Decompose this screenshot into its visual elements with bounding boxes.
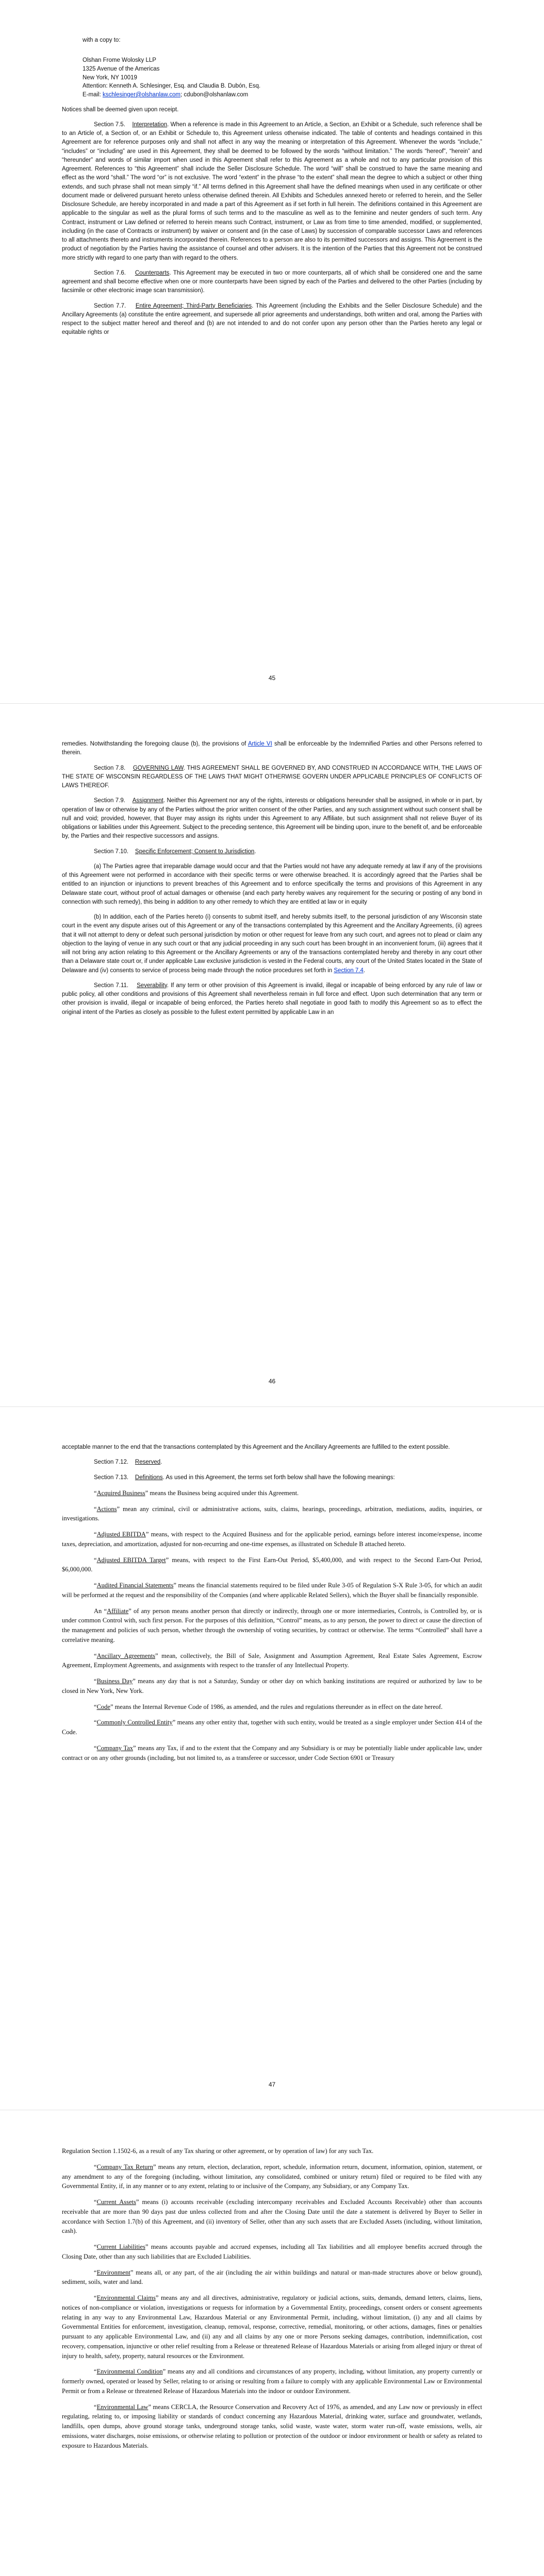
definition-body: means any return, election, declaration, report, schedule, information return, document, information, opinion, statement, or any amendment to any of the foregoing (including, without limitation, any consolidated, combined or unitary return) filed or required to be filed with any Governmental Entity, if, in any manner or to any extent, relating to or inclusive of the Company, any Subsidiary, or any Company Tax. <box>62 2163 482 2190</box>
section-title: Severability <box>137 982 167 989</box>
address-line: Attention: Kenneth A. Schlesinger, Esq. and Claudia B. Dubón, Esq. <box>83 83 261 90</box>
continued-text: acceptable manner to the end that the transactions contemplated by this Agreement and the Ancillary Agreements are fulfilled to the extent possible. <box>62 1444 450 1450</box>
definition-term: Company Tax Return <box>96 2163 153 2171</box>
definition: “Company Tax” means any Tax, if and to the extent that the Company and any Subsidiary is or may be potentially liable under applicable law, under contract or on any other grounds (including, but not limited to, as a transferee or successor, under Code Section 6901 or Treasury <box>62 1744 482 1761</box>
continued-text <box>62 740 482 758</box>
definition: An “Affiliate” of any person means another person that directly or indirectly, through one or more intermediaries, Controls, is Controlled by, or is under common Control with, such first person. For the purposes of this definition, “Control” means, as to any person, the power to direct or cause the direction of the management and policies of such person, whether through the ownership of voting securities, by contract or otherwise. The terms “Controlled” shall have a correlative meaning. <box>62 1607 482 1643</box>
section-number: Section 7.5. <box>94 121 125 128</box>
email-separator: ; <box>180 91 183 98</box>
section-number: Section 7.6. <box>94 269 126 276</box>
section-body: . This Agreement (including the Exhibits and the Seller Disclosure Schedule) and the Ancillary Agreements (a) constitute the entire agreement, and supersede all prior agreements and understandings, both written and oral, among the Parties with respect to the subject matter hereof and thereof and (b) are not intended to and do not confer upon any person other than the Parties hereto any legal or equitable rights or <box>62 302 483 336</box>
email-text: cdubon@olshanlaw.com <box>184 91 249 98</box>
section-number: Section 7.9. <box>94 798 125 804</box>
definition-body: means the Business being acquired under this Agreement. <box>148 1489 299 1497</box>
definition-body: means any other entity that, together with such entity, would be treated as a single employer under Section 414 of the Code. <box>62 1719 482 1736</box>
definition-term: Current Assets <box>96 2198 136 2206</box>
definition-term: Ancillary Agreements <box>96 1652 156 1659</box>
definition-body: means, with respect to the First Earn-Out Period, $5,400,000, and with respect to the Second Earn-Out Period, $6,000,000. <box>62 1556 482 1573</box>
section-title: Reserved <box>135 1459 161 1466</box>
subsection-a: (a) The Parties agree that irreparable damage would occur and that the Parties would not have any adequate remedy at law if any of the provisions of this Agreement were not performed in accordance with their specific terms or were otherwise breached. It is accordingly agreed that the Parties shall be entitled to an injunction or injunctions to prevent breaches of this Agreement and to enforce specifically the terms and provisions of this Agreement in any Delaware state court, without proof of actual damages or otherwise (and each party hereby waives any requirement for the securing or posting of any bond in connection with such remedy), this being in addition to any other remedy to which they are entitled at law or in equity <box>62 863 482 905</box>
section-7-5 <box>62 121 482 263</box>
section-number: Section 7.7. <box>94 302 126 309</box>
document-page <box>0 0 544 703</box>
section-body: . <box>160 1459 162 1466</box>
text-run: . <box>363 967 366 974</box>
definition-term: Current Liabilities <box>96 2243 145 2250</box>
subsection-b <box>62 913 482 975</box>
email-label: E-mail: <box>83 91 101 98</box>
text-run: remedies. Notwithstanding the foregoing clause (b), the provisions of <box>62 741 248 747</box>
definition: “Business Day” means any day that is not a Saturday, Sunday or other day on which banking institutions are required or authorized by law to be closed in New York, New York. <box>62 1677 482 1694</box>
definition-body: mean, collectively, the Bill of Sale, Assignment and Assumption Agreement, Real Estate Sales Agreement, Escrow Agreement, Employment Agreements, and assignments with respect to the transfer of any Intellectual Property. <box>62 1652 483 1669</box>
definition-term: Adjusted EBITDA Target <box>96 1556 166 1564</box>
definition: “Environmental Law” means CERCLA, the Resource Conservation and Recovery Act of 1976, as amended, and any Law now or previously in effect regulating, relating to, or imposing liability or standards of conduct concerning any Hazardous Material, drinking water, surface and groundwater, wetlands, landfills, open dumps, above ground storage tanks, underground storage tanks, solid waste, waste water, storm water run-off, waste emissions, wells, air emissions, water discharges, noise emissions, or otherwise relating to pollution or protection of the outdoor or indoor environment or health or safety as related to exposure to Hazardous Materials. <box>62 2403 482 2449</box>
definition: “Ancillary Agreements” mean, collectively, the Bill of Sale, Assignment and Assumption Agreement, Real Estate Sales Agreement, Escrow Agreement, Employment Agreements, and assignments with respect to the transfer of any Intellectual Property. <box>62 1652 483 1669</box>
definition: “Code” means the Internal Revenue Code of 1986, as amended, and the rules and regulations thereunder as in effect on the date hereof. <box>94 1703 443 1710</box>
section-title: Counterparts <box>135 269 170 276</box>
section-7-9 <box>62 796 482 841</box>
section-number: Section 7.11. <box>94 982 129 989</box>
definition-term: Environmental Claims <box>96 2294 156 2301</box>
definition: “Audited Financial Statements” means the financial statements required to be filed under Rule 3-05 of Regulation S-X Rule 3-05, for which an audit will be performed at the request and the responsibility of the Companies (and where applicable Related Sellers), which the Buyer shall be financially responsible. <box>62 1582 483 1599</box>
definition-body: means any Tax, if and to the extent that the Company and any Subsidiary is or may be potentially liable under applicable law, under contract or on any other grounds (including, but not limited to, as a transferee or successor, under Code Section 6901 or Treasury <box>62 1744 482 1761</box>
email-link[interactable]: kschlesinger@olshanlaw.com <box>102 91 181 98</box>
section-title: Definitions <box>135 1474 163 1481</box>
definition-body: means CERCLA, the Resource Conservation and Recovery Act of 1976, as amended, and any Law now or previously in effect regulating, relating to, or imposing liability or standards of conduct concerning any Hazardous Material, drinking water, surface and groundwater, wetlands, landfills, open dumps, above ground storage tanks, underground storage tanks, solid waste, waste water, storm water run-off, waste emissions, wells, air emissions, water discharges, noise emissions, or otherwise relating to pollution or protection of the outdoor or indoor environment or health or safety as related to exposure to Hazardous Materials. <box>62 2403 482 2449</box>
document-page <box>0 2110 544 2576</box>
section-title: Specific Enforcement; Consent to Jurisdiction <box>135 848 255 855</box>
definition-term: Acquired Business <box>96 1489 145 1497</box>
address-line: 1325 Avenue of the Americas <box>83 65 160 72</box>
section-7-8 <box>62 764 482 791</box>
definition: “Environmental Claims” means any and all directives, administrative, regulatory or judicial actions, suits, demands, demand letters, claims, liens, notices of non-compliance or violation, investigations or requests for information by a Governmental Entity, proceedings, consent orders or consent agreements relating in any way to any Environmental Law, Hazardous Material or any Environmental Permit, including, without limitation, (i) any and all claims by Governmental Entities for enforcement, investigation, cleanup, removal, response, corrective, remedial, monitoring, or other actions, damages, fines or penalties pursuant to any applicable Environmental Law, and (ii) any and all claims by any one or more Persons seeking damages, contribution, indemnification, cost recovery, compensation, injunctive or other relief resulting from a Release or threatened Release of Hazardous Materials or arising from alleged injury or threat of injury to health, safety, property, natural resources or the Environment. <box>62 2294 482 2360</box>
section-title: Assignment <box>132 798 163 804</box>
definition-body: mean any criminal, civil or administrative actions, suits, claims, hearings, proceedings, arbitration, mediations, audits, inquiries, or investigations. <box>62 1505 482 1522</box>
definition: “Commonly Controlled Entity” means any other entity that, together with such entity, would be treated as a single employer under Section 414 of the Code. <box>62 1719 482 1736</box>
section-7-11 <box>62 981 482 1017</box>
section-7-12 <box>62 1458 482 1467</box>
page-number: 45 <box>268 674 276 682</box>
definition-term: Business Day <box>96 1677 133 1685</box>
definition-body: means the financial statements required to be filed under Rule 3-05 of Regulation S-X Rule 3-05, for which an audit will be performed at the request and the responsibility of the Companies (and where applicable Related Sellers), which the Buyer shall be financially responsible. <box>62 1582 483 1599</box>
definition-term: Actions <box>96 1505 117 1513</box>
section-body: . This Agreement may be executed in two or more counterparts, all of which shall be considered one and the same agreement and shall become effective when one or more counterparts have been signed by each of the Parties and delivered to the other Parties (including by facsimile or other electronic image scan transmission). <box>62 269 483 294</box>
definition-term: Commonly Controlled Entity <box>96 1719 173 1726</box>
section-title: Interpretation <box>132 121 168 128</box>
definition-body: means any and all directives, administrative, regulatory or judicial actions, suits, demands, demand letters, claims, liens, notices of non-compliance or violation, investigations or requests for information by a Governmental Entity, proceedings, consent orders or consent agreements relating in any way to any Environmental Law, Hazardous Material or any Environmental Permit, including, without limitation, (i) any and all claims by Governmental Entities for enforcement, investigation, cleanup, removal, response, corrective, remedial, monitoring, or other actions, damages, fines or penalties pursuant to any applicable Environmental Law, and (ii) any and all claims by any one or more Persons seeking damages, contribution, indemnification, cost recovery, compensation, injunctive or other relief resulting from a Release or threatened Release of Hazardous Materials or arising from alleged injury or threat of injury to health, safety, property, natural resources or the Environment. <box>62 2294 482 2360</box>
definition: “Actions” mean any criminal, civil or administrative actions, suits, claims, hearings, proceedings, arbitration, mediations, audits, inquiries, or investigations. <box>62 1505 482 1522</box>
continued-text: Regulation Section 1.1502-6, as a result of any Tax sharing or other agreement, or by operation of law) for any such Tax. <box>62 2147 374 2155</box>
definition-body: means, with respect to the Acquired Business and for the applicable period, earnings before interest income/expense, income taxes, depreciation, and amortization, adjusted for non-recurring and one-time expenses, as illustrated on Schedule B attached hereto. <box>62 1531 482 1548</box>
definition: “Adjusted EBITDA” means, with respect to the Acquired Business and for the applicable period, earnings before interest income/expense, income taxes, depreciation, and amortization, adjusted for non-recurring and one-time expenses, as illustrated on Schedule B attached hereto. <box>62 1531 482 1548</box>
section-7-6 <box>62 269 482 296</box>
section-body: . If any term or other provision of this Agreement is invalid, illegal or incapable of being enforced by any rule of law or public policy, all other conditions and provisions of this Agreement shall nevertheless remain in full force and effect. Upon such determination that any term or other provision is invalid, illegal or incapable of being enforced, the Parties hereto shall negotiate in good faith to modify this Agreement so as to effect the original intent of the Parties as closely as possible to the fullest extent permitted by applicable Law in an <box>62 982 482 1015</box>
section-number: Section 7.12. <box>94 1459 129 1466</box>
email-line <box>83 91 482 99</box>
definition-term: Environmental Law <box>96 2403 149 2411</box>
notice-text: Notices shall be deemed given upon receipt. <box>62 106 179 113</box>
definition-body: of any person means another person that directly or indirectly, through one or more intermediaries, Controls, is Controlled by, or is under common Control with, such first person. For the purposes of this definition, “Control” means, as to any person, the power to direct or cause the direction of the management and policies of such person, whether through the ownership of voting securities, by contract or otherwise. The terms “Controlled” shall have a correlative meaning. <box>62 1607 482 1643</box>
document-page <box>0 1406 544 2110</box>
definition-term: Environment <box>96 2268 130 2276</box>
definition: “Current Liabilities” means accounts payable and accrued expenses, including all Tax liabilities and all employee benefits accrued through the Closing Date, other than any such liabilities that are Excluded Liabilities. <box>62 2243 482 2260</box>
section-title: Entire Agreement; Third-Party Beneficiaries <box>135 302 252 309</box>
definition-term: Code <box>96 1703 110 1710</box>
definition-body: means (i) accounts receivable (excluding intercompany receivables and Excluded Accounts Receivable) other than accounts receivable that are more than 90 days past due unless collected from and after the Closing Date until the date a statement is delivered by Buyer to Seller in accordance with Section 1.7(b) of this Agreement, and (ii) inventory of Seller, other than any such assets that are Excluded Assets (including, without limitation, cash). <box>62 2198 482 2235</box>
definition: “Company Tax Return” means any return, election, declaration, report, schedule, information return, document, information, opinion, statement, or any amendment to any of the foregoing (including, without limitation, any consolidated, combined or unitary return) filed or required to be filed with any Governmental Entity, if, in any manner or to any extent, relating to or inclusive of the Company, any Subsidiary, or any Company Tax. <box>62 2163 482 2190</box>
definition-body: means any and all conditions and circumstances of any property, including, without limitation, any property currently or formerly owned, operated or leased by Seller, relating to or arising or resulting from a failure to comply with any applicable Environmental Law or Environmental Permit or from a Release or threatened Release of Hazardous Materials into the indoor or outdoor Environment. <box>62 2368 482 2395</box>
section-number: Section 7.8. <box>94 765 126 771</box>
definition-term: Environmental Condition <box>96 2368 163 2376</box>
definition-body: means accounts payable and accrued expenses, including all Tax liabilities and all employee benefits accrued through the Closing Date, other than any such liabilities that are Excluded Liabilities. <box>62 2243 482 2260</box>
definitions-list <box>62 2162 482 2451</box>
text-run: (b) In addition, each of the Parties hereto (i) consents to submit itself, and hereby submits itself, to the personal jurisdiction of any Wisconsin state court in the event any dispute arises out of this Agreement or any of the transactions contemplated by this Agreement and the Ancillary Agreements, (ii) agrees that it will not attempt to deny or defeat such personal jurisdiction by motion or other request for leave from any such court, and agrees not to plead or claim any objection to the laying of venue in any such court or that any judicial proceeding in any such court has been brought in an inconvenient forum, (iii) agrees that it will not bring any action relating to this Agreement or the Ancillary Agreements or any of the transactions contemplated hereby and thereby in any court other than a Delaware state court or, if under applicable Law exclusive jurisdiction is vested in the Federal courts, any court of the United States located in the State of Delaware and (iv) consents to service of process being made through the notice procedures set forth in <box>62 914 482 974</box>
section-title: GOVERNING LAW <box>133 765 184 771</box>
definition-term: Audited Financial Statements <box>96 1582 174 1589</box>
address-block <box>83 56 482 99</box>
text-run: shall be enforceable by the Indemnified Parties and other Persons referred to therein. <box>62 741 482 756</box>
definition: “Environment” means all, or any part, of the air (including the air within buildings and natural or man-made structures above or below ground), sediment, soils, water and land. <box>62 2268 482 2286</box>
definition-term: Company Tax <box>96 1744 134 1752</box>
section-body: . As used in this Agreement, the terms set forth below shall have the following meanings: <box>162 1474 395 1481</box>
page-number: 47 <box>268 2081 276 2088</box>
definitions-list <box>62 1488 482 1763</box>
section-link[interactable]: Section 7.4 <box>334 967 364 974</box>
definition: “Current Assets” means (i) accounts receivable (excluding intercompany receivables and Excluded Accounts Receivable) other than accounts receivable that are more than 90 days past due unless collected from and after the Closing Date until the date a statement is delivered by Buyer to Seller in accordance with Section 1.7(b) of this Agreement, and (ii) inventory of Seller, other than any such assets that are Excluded Assets (including, without limitation, cash). <box>62 2198 482 2235</box>
definition-term: Adjusted EBITDA <box>96 1531 146 1538</box>
section-body: . Neither this Agreement nor any of the rights, interests or obligations hereunder shall be assigned, in whole or in part, by operation of law or otherwise by any of the Parties without the prior written consent of the other Parties, and any such assignment without such consent shall be null and void; provided, however, that Buyer may assign its rights under this Agreement to any Affiliate, but such assignment shall not relieve Buyer of its obligations or liabilities under this Agreement. Subject to the preceding sentence, this Agreement will be binding upon, inure to the benefit of, and be enforceable by, the Parties and their respective successors and assigns. <box>62 798 483 840</box>
section-number: Section 7.13. <box>94 1474 129 1481</box>
definition: “Acquired Business” means the Business being acquired under this Agreement. <box>94 1489 299 1497</box>
section-body: . <box>254 848 256 855</box>
section-number: Section 7.10. <box>94 848 129 855</box>
address-line: Olshan Frome Wolosky LLP <box>83 57 156 64</box>
document-page <box>0 703 544 1406</box>
definition-body: means any day that is not a Saturday, Sunday or other day on which banking institutions are required or authorized by law to be closed in New York, New York. <box>62 1677 482 1694</box>
definition-term: Affiliate <box>107 1607 129 1615</box>
article-link[interactable]: Article VI <box>248 741 272 747</box>
section-7-10 <box>62 848 482 856</box>
definition: “Adjusted EBITDA Target” means, with respect to the First Earn-Out Period, $5,400,000, and with respect to the Second Earn-Out Period, $6,000,000. <box>62 1556 482 1573</box>
section-body: . When a reference is made in this Agreement to an Article, a Section, an Exhibit or a Schedule, such reference shall be to an Article of, a Section of, or an Exhibit or Schedule to, this Agreement unless otherwise indicated. The table of contents and headings contained in this Agreement are for reference purposes only and shall not affect in any way the meaning or interpretation of this Agreement. Whenever the words “include,” “includes” or “including” are used in this Agreement, they shall be deemed to be followed by the words “without limitation.” The words “hereof”, “herein” and “hereunder” and words of similar import when used in this Agreement shall refer to this Agreement as a whole and not to any particular provision of this Agreement. References to “this Agreement” shall include the Seller Disclosure Schedule. The word “will” shall be construed to have the same meaning and effect as the word “shall.” The word “or” is not exclusive. The word “extent” in the phrase “to the extent” shall mean the degree to which a subject or other thing extends, and such phrase shall not mean simply “if.” All terms defined in this Agreement shall have the defined meanings when used in any certificate or other document made or delivered pursuant hereto unless otherwise defined therein. All Exhibits and Schedules annexed hereto or referred to herein, and the Seller Disclosure Schedule, are hereby incorporated in and made a part of this Agreement as if set forth in full herein. The definitions contained in this Agreement are applicable to the singular as well as the plural forms of such terms and to the masculine as well as to the feminine and neuter genders of such term. Any Contract, instrument or Law defined or referred to herein means such Contract, instrument, or Law as from time to time amended, modified, or supplemented, including (in the case of Contracts or instrument) by waiver or consent and (in the case of Laws) by succession of comparable successor Laws and references to all attachments thereto and instruments incorporated therein. References to a person are also to its permitted successors and assigns. This Agreement is the product of negotiation by the Parties having the assistance of counsel and other advisers. It is the intention of the Parties that this Agreement not be construed more strictly with regard to one party than with regard to the others. <box>62 121 482 261</box>
section-body: . THIS AGREEMENT SHALL BE GOVERNED BY, AND CONSTRUED IN ACCORDANCE WITH, THE LAWS OF THE STATE OF WISCONSIN REGARDLESS OF THE LAWS THAT MIGHT OTHERWISE GOVERN UNDER APPLICABLE PRINCIPLES OF CONFLICTS OF LAWS THEREOF. <box>62 765 482 789</box>
definition-body: means all, or any part, of the air (including the air within buildings and natural or man-made structures above or below ground), sediment, soils, water and land. <box>62 2268 482 2286</box>
definition-body: means the Internal Revenue Code of 1986, as amended, and the rules and regulations thereunder as in effect on the date hereof. <box>113 1703 443 1710</box>
address-line: New York, NY 10019 <box>83 74 137 81</box>
definition: “Environmental Condition” means any and all conditions and circumstances of any property, including, without limitation, any property currently or formerly owned, operated or leased by Seller, relating to or arising or resulting from a failure to comply with any applicable Environmental Law or Environmental Permit or from a Release or threatened Release of Hazardous Materials into the indoor or outdoor Environment. <box>62 2368 482 2395</box>
section-7-13 <box>62 1473 482 1482</box>
page-number: 46 <box>268 1378 276 1385</box>
section-7-7 <box>62 302 482 337</box>
copy-intro: with a copy to: <box>83 37 121 43</box>
